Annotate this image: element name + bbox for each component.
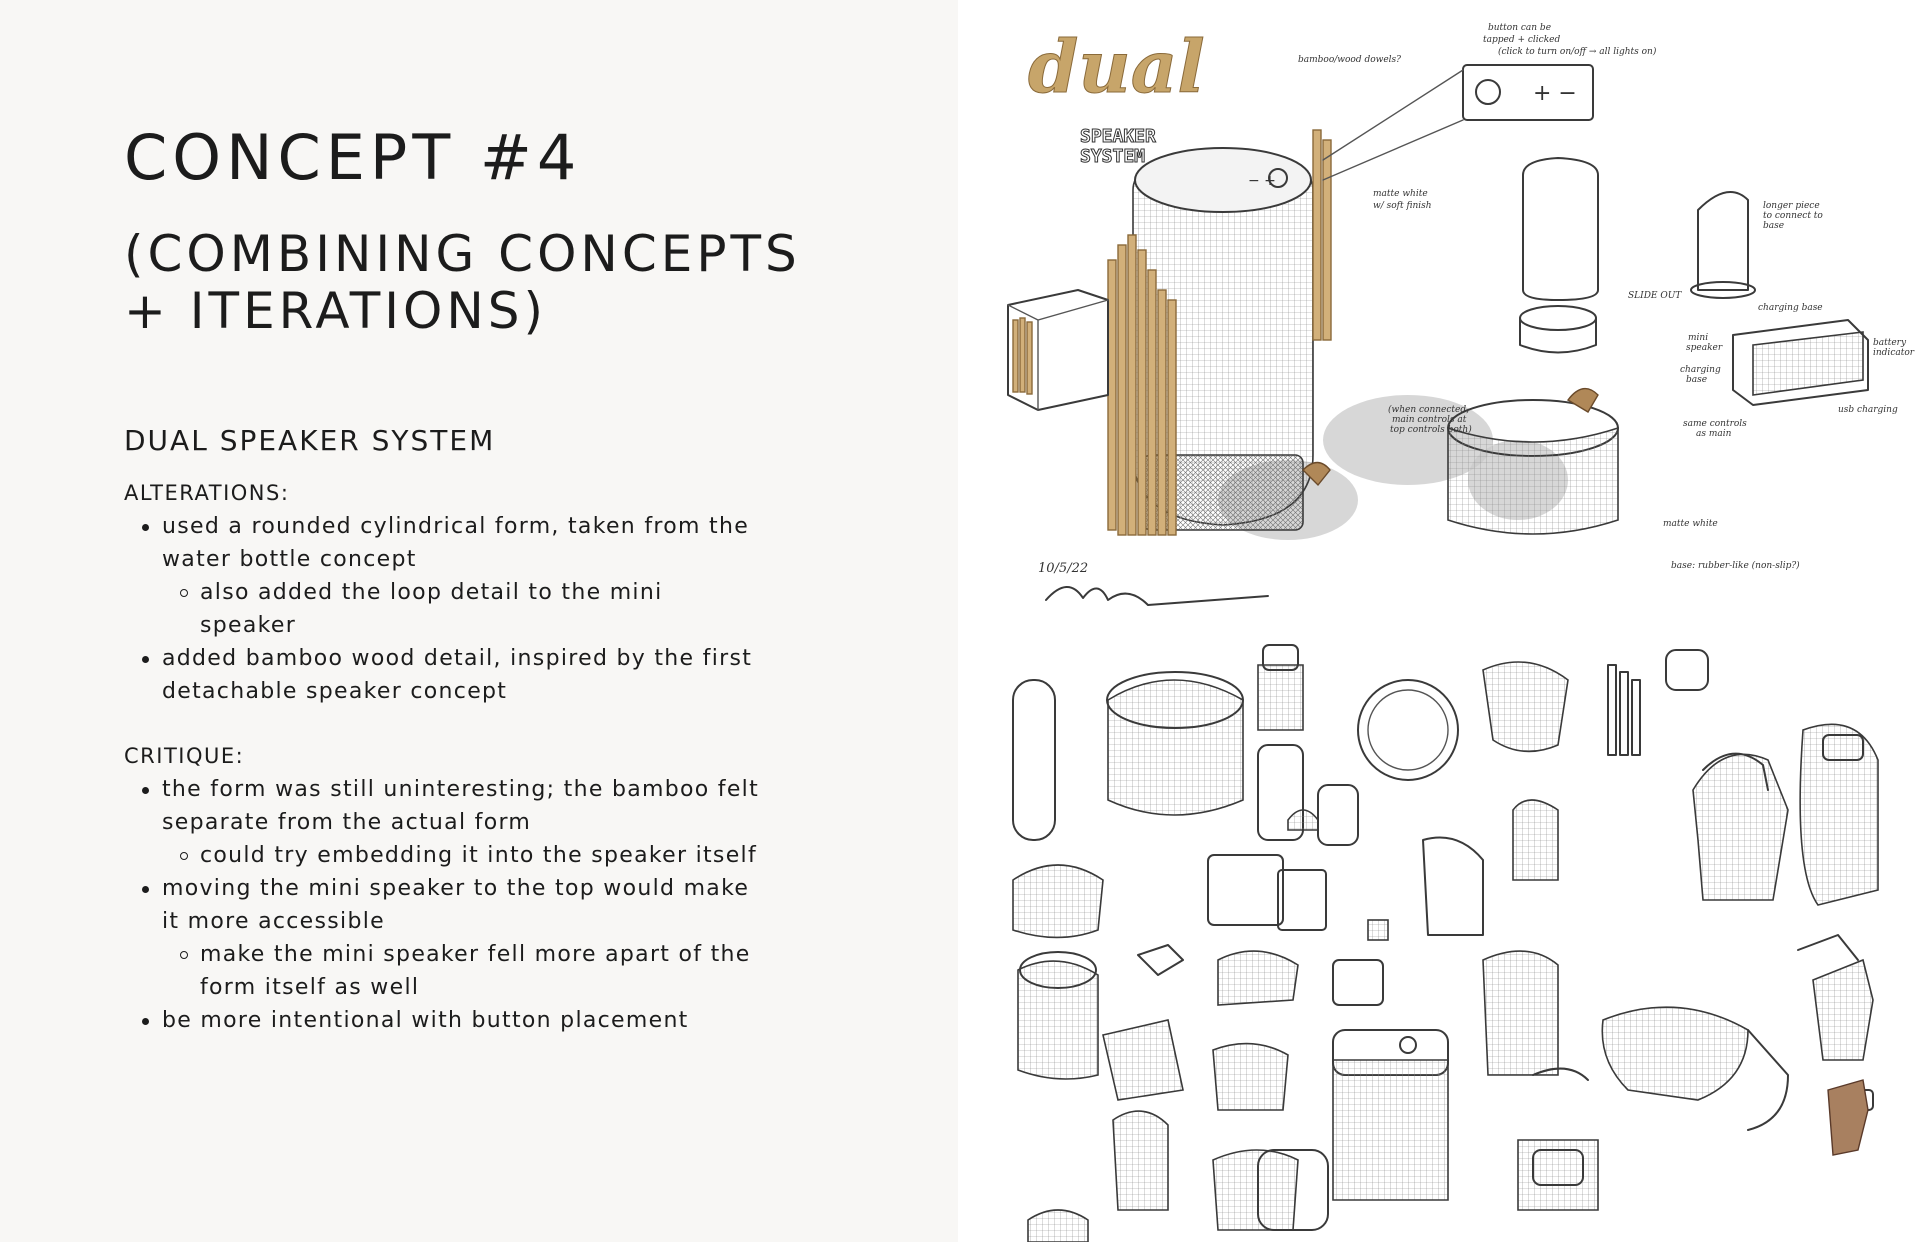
- page-title: CONCEPT #4: [124, 121, 582, 194]
- sub-list-item: also added the loop detail to the mini speaker: [200, 576, 762, 642]
- svg-text:charging: charging: [1680, 365, 1721, 375]
- critique-list: [124, 773, 762, 1037]
- heading-speaker: SPEAKER: [1080, 126, 1156, 147]
- sub-list-item: make the mini speaker fell more apart of the form itself as well: [200, 938, 762, 1004]
- svg-text:(when connected,: (when connected,: [1388, 405, 1469, 415]
- list-item-text: moving the mini speaker to the top would make it more accessible: [162, 876, 750, 934]
- iteration-sketches: [1013, 645, 1878, 1242]
- svg-text:same controls: same controls: [1683, 419, 1747, 429]
- svg-text:− +: − +: [1248, 173, 1276, 189]
- list-item: [162, 642, 762, 708]
- svg-text:speaker: speaker: [1686, 343, 1723, 353]
- subtitle-line-1: (COMBINING CONCEPTS: [124, 225, 801, 283]
- svg-text:usb charging: usb charging: [1838, 405, 1898, 415]
- sub-list-item: could try embedding it into the speaker itself: [200, 839, 762, 872]
- list-item: [162, 872, 762, 1004]
- page-subtitle: [124, 226, 904, 340]
- main-speaker-drawing: [1108, 130, 1331, 535]
- concept-sketch: [1008, 23, 1915, 605]
- sub-list: [162, 839, 762, 872]
- svg-text:battery: battery: [1873, 338, 1907, 348]
- svg-text:SLIDE OUT: SLIDE OUT: [1628, 291, 1682, 301]
- list-item-text: be more intentional with button placement: [162, 1008, 689, 1033]
- button-callout: [1298, 23, 1657, 211]
- list-item: [162, 510, 762, 642]
- svg-text:+ −: + −: [1533, 81, 1577, 106]
- list-item-text: the form was still uninteresting; the bamboo felt separate from the actual form: [162, 777, 760, 835]
- svg-text:matte white: matte white: [1663, 519, 1718, 529]
- svg-text:to connect to: to connect to: [1763, 211, 1823, 221]
- mini-speaker-drawing: [1388, 158, 1915, 571]
- svg-text:main controls at: main controls at: [1392, 415, 1467, 425]
- svg-text:bamboo/wood dowels?: bamboo/wood dowels?: [1298, 55, 1401, 65]
- signature: [1046, 587, 1268, 605]
- sub-list: [162, 576, 762, 642]
- svg-text:indicator: indicator: [1873, 348, 1915, 358]
- list-item: [162, 1004, 762, 1037]
- svg-text:base: base: [1763, 221, 1785, 231]
- svg-text:base: base: [1686, 375, 1708, 385]
- svg-text:top controls both): top controls both): [1390, 425, 1472, 435]
- sketch-panel: [958, 0, 1920, 1242]
- list-item-text: added bamboo wood detail, inspired by the first detachable speaker concept: [162, 646, 753, 704]
- alterations-list: [124, 510, 762, 708]
- svg-text:base: rubber-like (non-slip?): base: rubber-like (non-slip?): [1671, 561, 1800, 571]
- svg-text:as main: as main: [1696, 429, 1732, 439]
- sub-list: [162, 938, 762, 1004]
- section-title: DUAL SPEAKER SYSTEM: [124, 424, 496, 457]
- svg-text:(click to turn on/off → all li: (click to turn on/off → all lights on): [1498, 47, 1657, 57]
- heading-system: SYSTEM: [1080, 146, 1146, 167]
- svg-text:mini: mini: [1688, 333, 1709, 343]
- critique-label: CRITIQUE:: [124, 744, 245, 768]
- sketch-date: 10/5/22: [1038, 561, 1089, 576]
- side-box-drawing: [1008, 290, 1108, 410]
- sketch-canvas: [958, 0, 1920, 1242]
- dual-logo: dual: [1028, 24, 1205, 109]
- list-item: [162, 773, 762, 872]
- alterations-label: ALTERATIONS:: [124, 481, 290, 505]
- subtitle-line-2: + ITERATIONS): [124, 282, 547, 340]
- svg-text:tapped + clicked: tapped + clicked: [1483, 35, 1561, 45]
- svg-text:charging base: charging base: [1758, 303, 1823, 313]
- list-item-text: used a rounded cylindrical form, taken from the water bottle concept: [162, 514, 750, 572]
- svg-text:longer piece: longer piece: [1763, 201, 1820, 211]
- svg-text:matte white: matte white: [1373, 189, 1428, 199]
- svg-text:w/ soft finish: w/ soft finish: [1373, 201, 1432, 211]
- text-panel: [0, 0, 958, 1242]
- svg-text:button can be: button can be: [1488, 23, 1552, 33]
